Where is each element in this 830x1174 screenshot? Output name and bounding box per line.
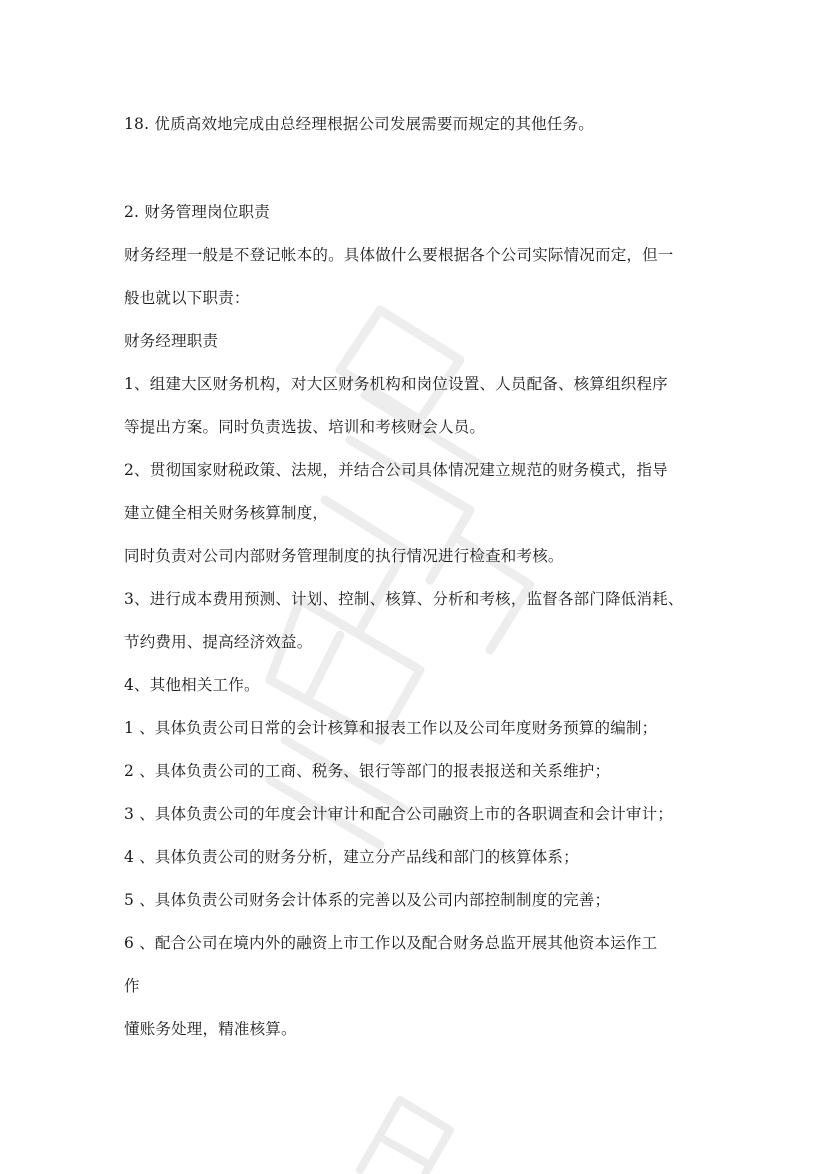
duty-1-line1: 1、组建大区财务机构，对大区财务机构和岗位设置、人员配备、核算组织程序 <box>124 375 668 393</box>
subheading-duties: 财务经理职责 <box>124 332 219 350</box>
task-4: 4 、具体负责公司的财务分析，建立分产品线和部门的核算体系； <box>124 848 579 866</box>
duty-4: 4、其他相关工作。 <box>124 676 260 694</box>
duty-3-line1: 3、进行成本费用预测、计划、控制、核算、分析和考核，监督各部门降低消耗、 <box>124 590 684 608</box>
duty-2-line1: 2、贯彻国家财税政策、法规，并结合公司具体情况建立规范的财务模式，指导 <box>124 461 668 479</box>
task-6-line1: 6 、配合公司在境内外的融资上市工作以及配合财务总监开展其他资本运作工 <box>124 934 658 952</box>
duty-1-line2: 等提出方案。同时负责选拔、培训和考核财会人员。 <box>124 418 486 436</box>
task-1: 1 、具体负责公司日常的会计核算和报表工作以及公司年度财务预算的编制； <box>124 719 658 737</box>
duty-2-line2: 建立健全相关财务核算制度， <box>124 504 329 522</box>
paragraph-item-18: 18. 优质高效地完成由总经理根据公司发展需要而规定的其他任务。 <box>124 115 594 133</box>
task-2: 2 、具体负责公司的工商、税务、银行等部门的报表报送和关系维护； <box>124 762 611 780</box>
paragraph-intro-line1: 财务经理一般是不登记帐本的。具体做什么要根据各个公司实际情况而定，但一 <box>124 246 674 264</box>
watermark-bottom-icon <box>330 1080 490 1174</box>
duty-2-line3: 同时负责对公司内部财务管理制度的执行情况进行检查和考核。 <box>124 547 564 565</box>
task-3: 3 、具体负责公司的年度会计审计和配合公司融资上市的各职调查和会计审计； <box>124 805 673 823</box>
section-heading: 2. 财务管理岗位职责 <box>124 203 270 221</box>
task-5: 5 、具体负责公司财务会计体系的完善以及公司内部控制制度的完善； <box>124 891 611 909</box>
closing-line: 懂账务处理，精准核算。 <box>124 1020 297 1038</box>
task-6-line2: 作 <box>124 977 140 995</box>
paragraph-intro-line2: 般也就以下职责： <box>124 289 250 307</box>
duty-3-line2: 节约费用、提高经济效益。 <box>124 633 313 651</box>
